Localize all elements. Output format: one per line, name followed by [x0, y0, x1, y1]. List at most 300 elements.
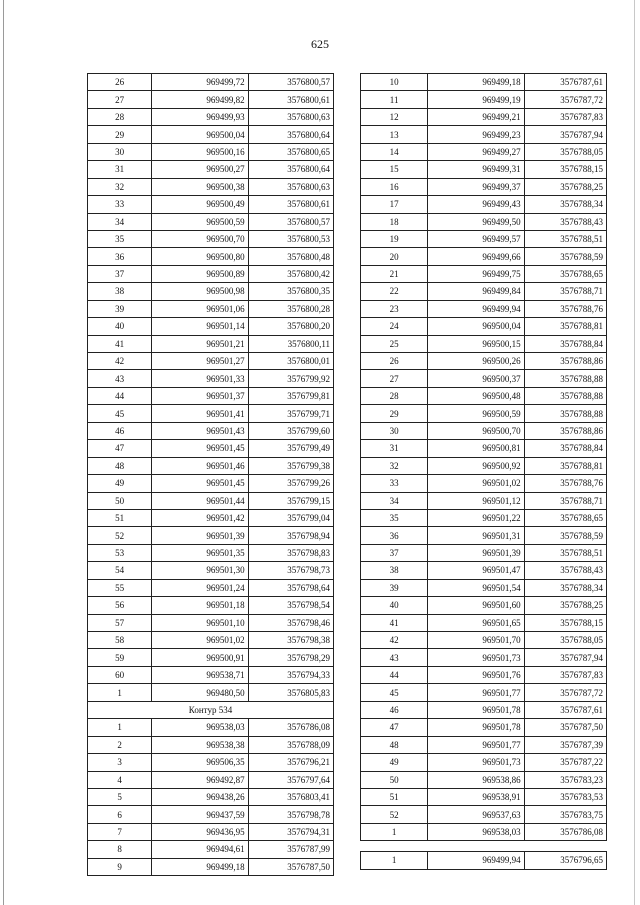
x-coordinate: 969500,15 — [428, 335, 524, 352]
x-coordinate: 969501,77 — [428, 684, 524, 701]
point-number: 32 — [88, 178, 152, 195]
x-coordinate: 969500,81 — [428, 440, 524, 457]
point-number: 57 — [88, 614, 152, 631]
point-number: 30 — [88, 143, 152, 160]
x-coordinate: 969500,26 — [428, 353, 524, 370]
table-row — [88, 387, 334, 404]
table-row — [88, 91, 334, 108]
x-coordinate: 969501,30 — [152, 562, 248, 579]
table-row — [88, 684, 334, 701]
table-row — [361, 632, 607, 649]
y-coordinate: 3576788,25 — [524, 178, 606, 195]
y-coordinate: 3576799,38 — [248, 457, 333, 474]
x-coordinate: 969501,76 — [428, 666, 524, 683]
x-coordinate: 969500,70 — [152, 230, 248, 247]
table-row — [88, 475, 334, 492]
x-coordinate: 969494,61 — [152, 841, 248, 858]
y-coordinate: 3576788,86 — [524, 353, 606, 370]
table-row — [88, 579, 334, 596]
section-title: Контур 534 — [88, 701, 334, 718]
x-coordinate: 969501,33 — [152, 370, 248, 387]
y-coordinate: 3576799,15 — [248, 492, 333, 509]
point-number: 22 — [361, 283, 428, 300]
table-row — [361, 649, 607, 666]
y-coordinate: 3576787,61 — [524, 701, 606, 718]
x-coordinate: 969499,94 — [428, 852, 524, 869]
x-coordinate: 969500,80 — [152, 248, 248, 265]
y-coordinate: 3576799,04 — [248, 509, 333, 526]
point-number: 38 — [88, 283, 152, 300]
table-row — [361, 719, 607, 736]
y-coordinate: 3576800,11 — [248, 335, 333, 352]
y-coordinate: 3576803,41 — [248, 788, 333, 805]
x-coordinate: 969499,75 — [428, 265, 524, 282]
point-number: 27 — [361, 370, 428, 387]
table-row — [88, 457, 334, 474]
y-coordinate: 3576788,09 — [248, 736, 333, 753]
y-coordinate: 3576787,99 — [248, 841, 333, 858]
x-coordinate: 969438,26 — [152, 788, 248, 805]
table-row — [361, 823, 607, 840]
y-coordinate: 3576800,28 — [248, 300, 333, 317]
y-coordinate: 3576799,49 — [248, 440, 333, 457]
y-coordinate: 3576798,29 — [248, 649, 333, 666]
x-coordinate: 969499,72 — [152, 74, 248, 91]
x-coordinate: 969501,73 — [428, 754, 524, 771]
point-number: 37 — [88, 265, 152, 282]
y-coordinate: 3576788,86 — [524, 422, 606, 439]
x-coordinate: 969501,78 — [428, 719, 524, 736]
x-coordinate: 969501,06 — [152, 300, 248, 317]
x-coordinate: 969500,89 — [152, 265, 248, 282]
point-number: 48 — [88, 457, 152, 474]
y-coordinate: 3576787,72 — [524, 91, 606, 108]
x-coordinate: 969499,21 — [428, 108, 524, 125]
point-number: 46 — [88, 422, 152, 439]
table-row — [361, 562, 607, 579]
table-row — [88, 788, 334, 805]
x-coordinate: 969501,12 — [428, 492, 524, 509]
table-row — [361, 597, 607, 614]
point-number: 38 — [361, 562, 428, 579]
x-coordinate: 969501,43 — [152, 422, 248, 439]
x-coordinate: 969501,22 — [428, 509, 524, 526]
coordinates-table-right — [360, 73, 607, 870]
x-coordinate: 969499,43 — [428, 196, 524, 213]
y-coordinate: 3576800,64 — [248, 161, 333, 178]
y-coordinate: 3576800,53 — [248, 230, 333, 247]
point-number: 33 — [361, 475, 428, 492]
table-row — [88, 422, 334, 439]
x-coordinate: 969501,02 — [152, 632, 248, 649]
x-coordinate: 969500,59 — [152, 213, 248, 230]
table-row — [88, 527, 334, 544]
y-coordinate: 3576788,65 — [524, 265, 606, 282]
table-row — [88, 841, 334, 858]
point-number: 32 — [361, 457, 428, 474]
section-header-row — [88, 701, 334, 718]
x-coordinate: 969500,91 — [152, 649, 248, 666]
y-coordinate: 3576787,22 — [524, 754, 606, 771]
table-row — [361, 806, 607, 823]
table-row — [361, 178, 607, 195]
y-coordinate: 3576788,51 — [524, 544, 606, 561]
x-coordinate: 969499,66 — [428, 248, 524, 265]
y-coordinate: 3576788,88 — [524, 387, 606, 404]
table-row — [361, 579, 607, 596]
x-coordinate: 969499,94 — [428, 300, 524, 317]
y-coordinate: 3576800,65 — [248, 143, 333, 160]
y-coordinate: 3576787,50 — [524, 719, 606, 736]
point-number: 35 — [88, 230, 152, 247]
x-coordinate: 969499,50 — [428, 213, 524, 230]
table-row — [361, 213, 607, 230]
point-number: 1 — [361, 823, 428, 840]
x-coordinate: 969501,18 — [152, 597, 248, 614]
y-coordinate: 3576800,01 — [248, 353, 333, 370]
point-number: 53 — [88, 544, 152, 561]
x-coordinate: 969538,86 — [428, 771, 524, 788]
x-coordinate: 969501,31 — [428, 527, 524, 544]
x-coordinate: 969538,03 — [152, 719, 248, 736]
x-coordinate: 969501,47 — [428, 562, 524, 579]
x-coordinate: 969499,84 — [428, 283, 524, 300]
table-row — [361, 492, 607, 509]
y-coordinate: 3576787,83 — [524, 108, 606, 125]
y-coordinate: 3576787,39 — [524, 736, 606, 753]
table-row — [88, 74, 334, 91]
x-coordinate: 969499,18 — [428, 74, 524, 91]
point-number: 29 — [88, 126, 152, 143]
point-number: 1 — [88, 719, 152, 736]
y-coordinate: 3576800,57 — [248, 74, 333, 91]
y-coordinate: 3576798,64 — [248, 579, 333, 596]
x-coordinate: 969500,16 — [152, 143, 248, 160]
point-number: 51 — [88, 509, 152, 526]
table-row — [88, 108, 334, 125]
table-row — [88, 335, 334, 352]
x-coordinate: 969501,77 — [428, 736, 524, 753]
x-coordinate: 969499,57 — [428, 230, 524, 247]
point-number: 51 — [361, 788, 428, 805]
point-number: 33 — [88, 196, 152, 213]
x-coordinate: 969500,48 — [428, 387, 524, 404]
point-number: 36 — [88, 248, 152, 265]
x-coordinate: 969436,95 — [152, 823, 248, 840]
table-row — [361, 74, 607, 91]
section-gap-row — [361, 841, 607, 852]
y-coordinate: 3576788,25 — [524, 597, 606, 614]
x-coordinate: 969501,24 — [152, 579, 248, 596]
x-coordinate: 969501,27 — [152, 353, 248, 370]
point-number: 49 — [88, 475, 152, 492]
point-number: 43 — [361, 649, 428, 666]
x-coordinate: 969501,35 — [152, 544, 248, 561]
y-coordinate: 3576788,88 — [524, 405, 606, 422]
point-number: 15 — [361, 161, 428, 178]
table-row — [88, 823, 334, 840]
point-number: 34 — [88, 213, 152, 230]
y-coordinate: 3576787,72 — [524, 684, 606, 701]
y-coordinate: 3576798,46 — [248, 614, 333, 631]
point-number: 41 — [361, 614, 428, 631]
table-row — [361, 108, 607, 125]
point-number: 28 — [361, 387, 428, 404]
x-coordinate: 969499,37 — [428, 178, 524, 195]
y-coordinate: 3576800,20 — [248, 318, 333, 335]
table-row — [361, 544, 607, 561]
point-number: 52 — [88, 527, 152, 544]
y-coordinate: 3576783,23 — [524, 771, 606, 788]
x-coordinate: 969499,93 — [152, 108, 248, 125]
x-coordinate: 969500,70 — [428, 422, 524, 439]
y-coordinate: 3576783,75 — [524, 806, 606, 823]
y-coordinate: 3576799,81 — [248, 387, 333, 404]
point-number: 4 — [88, 771, 152, 788]
y-coordinate: 3576787,61 — [524, 74, 606, 91]
y-coordinate: 3576788,05 — [524, 632, 606, 649]
y-coordinate: 3576788,34 — [524, 579, 606, 596]
x-coordinate: 969501,78 — [428, 701, 524, 718]
x-coordinate: 969537,63 — [428, 806, 524, 823]
x-coordinate: 969501,73 — [428, 649, 524, 666]
table-row — [361, 196, 607, 213]
point-number: 31 — [361, 440, 428, 457]
point-number: 13 — [361, 126, 428, 143]
table-row — [361, 509, 607, 526]
x-coordinate: 969500,92 — [428, 457, 524, 474]
x-coordinate: 969500,59 — [428, 405, 524, 422]
x-coordinate: 969501,41 — [152, 405, 248, 422]
y-coordinate: 3576800,61 — [248, 196, 333, 213]
page-number: 625 — [311, 37, 329, 51]
scan-left-edge — [3, 0, 4, 905]
x-coordinate: 969501,37 — [152, 387, 248, 404]
y-coordinate: 3576800,42 — [248, 265, 333, 282]
point-number: 3 — [88, 754, 152, 771]
point-number: 58 — [88, 632, 152, 649]
point-number: 25 — [361, 335, 428, 352]
point-number: 56 — [88, 597, 152, 614]
point-number: 2 — [88, 736, 152, 753]
table-row — [361, 405, 607, 422]
x-coordinate: 969538,38 — [152, 736, 248, 753]
table-row — [88, 544, 334, 561]
y-coordinate: 3576798,94 — [248, 527, 333, 544]
point-number: 17 — [361, 196, 428, 213]
x-coordinate: 969501,21 — [152, 335, 248, 352]
table-row — [88, 858, 334, 875]
x-coordinate: 969500,27 — [152, 161, 248, 178]
table-row — [88, 440, 334, 457]
scan-right-edge — [634, 0, 635, 905]
y-coordinate: 3576796,65 — [524, 852, 606, 869]
point-number: 29 — [361, 405, 428, 422]
table-row — [361, 614, 607, 631]
point-number: 37 — [361, 544, 428, 561]
table-row — [88, 283, 334, 300]
y-coordinate: 3576787,94 — [524, 649, 606, 666]
point-number: 44 — [88, 387, 152, 404]
y-coordinate: 3576798,73 — [248, 562, 333, 579]
y-coordinate: 3576788,34 — [524, 196, 606, 213]
x-coordinate: 969538,71 — [152, 666, 248, 683]
point-number: 26 — [361, 353, 428, 370]
x-coordinate: 969499,23 — [428, 126, 524, 143]
x-coordinate: 969501,46 — [152, 457, 248, 474]
table-row — [361, 387, 607, 404]
x-coordinate: 969500,04 — [152, 126, 248, 143]
table-row — [88, 632, 334, 649]
y-coordinate: 3576788,05 — [524, 143, 606, 160]
point-number: 54 — [88, 562, 152, 579]
x-coordinate: 969501,14 — [152, 318, 248, 335]
table-row — [361, 353, 607, 370]
y-coordinate: 3576799,92 — [248, 370, 333, 387]
point-number: 14 — [361, 143, 428, 160]
table-row — [88, 719, 334, 736]
point-number: 30 — [361, 422, 428, 439]
table-row — [88, 771, 334, 788]
table-row — [361, 684, 607, 701]
x-coordinate: 969499,19 — [428, 91, 524, 108]
y-coordinate: 3576788,15 — [524, 614, 606, 631]
table-row — [88, 213, 334, 230]
table-row — [361, 852, 607, 869]
point-number: 21 — [361, 265, 428, 282]
x-coordinate: 969501,39 — [428, 544, 524, 561]
point-number: 48 — [361, 736, 428, 753]
x-coordinate: 969501,65 — [428, 614, 524, 631]
table-row — [88, 300, 334, 317]
table-row — [361, 230, 607, 247]
x-coordinate: 969500,98 — [152, 283, 248, 300]
x-coordinate: 969499,27 — [428, 143, 524, 160]
x-coordinate: 969538,03 — [428, 823, 524, 840]
point-number: 27 — [88, 91, 152, 108]
point-number: 42 — [361, 632, 428, 649]
table-row — [361, 318, 607, 335]
y-coordinate: 3576787,94 — [524, 126, 606, 143]
x-coordinate: 969538,91 — [428, 788, 524, 805]
x-coordinate: 969500,04 — [428, 318, 524, 335]
x-coordinate: 969499,82 — [152, 91, 248, 108]
table-row — [361, 457, 607, 474]
x-coordinate: 969501,45 — [152, 475, 248, 492]
point-number: 50 — [88, 492, 152, 509]
point-number: 39 — [361, 579, 428, 596]
y-coordinate: 3576788,51 — [524, 230, 606, 247]
table-row — [88, 265, 334, 282]
table-row — [88, 509, 334, 526]
point-number: 1 — [361, 852, 428, 869]
point-number: 39 — [88, 300, 152, 317]
point-number: 35 — [361, 509, 428, 526]
y-coordinate: 3576788,81 — [524, 457, 606, 474]
table-row — [361, 265, 607, 282]
point-number: 9 — [88, 858, 152, 875]
x-coordinate: 969499,31 — [428, 161, 524, 178]
point-number: 46 — [361, 701, 428, 718]
y-coordinate: 3576805,83 — [248, 684, 333, 701]
table-row — [361, 248, 607, 265]
x-coordinate: 969500,49 — [152, 196, 248, 213]
y-coordinate: 3576788,43 — [524, 562, 606, 579]
y-coordinate: 3576788,65 — [524, 509, 606, 526]
point-number: 18 — [361, 213, 428, 230]
table-row — [88, 353, 334, 370]
x-coordinate: 969501,42 — [152, 509, 248, 526]
point-number: 20 — [361, 248, 428, 265]
x-coordinate: 969501,44 — [152, 492, 248, 509]
table-row — [361, 475, 607, 492]
y-coordinate: 3576800,64 — [248, 126, 333, 143]
coordinates-table-left — [87, 73, 334, 876]
table-row — [361, 771, 607, 788]
point-number: 5 — [88, 788, 152, 805]
y-coordinate: 3576788,59 — [524, 527, 606, 544]
y-coordinate: 3576799,60 — [248, 422, 333, 439]
table-row — [88, 754, 334, 771]
point-number: 41 — [88, 335, 152, 352]
table-row — [88, 806, 334, 823]
point-number: 34 — [361, 492, 428, 509]
y-coordinate: 3576798,54 — [248, 597, 333, 614]
point-number: 10 — [361, 74, 428, 91]
table-row — [88, 666, 334, 683]
y-coordinate: 3576788,81 — [524, 318, 606, 335]
point-number: 44 — [361, 666, 428, 683]
y-coordinate: 3576786,08 — [524, 823, 606, 840]
table-row — [88, 248, 334, 265]
table-row — [361, 126, 607, 143]
x-coordinate: 969480,50 — [152, 684, 248, 701]
table-row — [88, 161, 334, 178]
x-coordinate: 969501,10 — [152, 614, 248, 631]
table-row — [361, 283, 607, 300]
table-row — [361, 422, 607, 439]
x-coordinate: 969501,45 — [152, 440, 248, 457]
point-number: 55 — [88, 579, 152, 596]
point-number: 43 — [88, 370, 152, 387]
y-coordinate: 3576787,50 — [248, 858, 333, 875]
point-number: 6 — [88, 806, 152, 823]
y-coordinate: 3576788,71 — [524, 492, 606, 509]
point-number: 45 — [88, 405, 152, 422]
x-coordinate: 969501,60 — [428, 597, 524, 614]
table-row — [361, 788, 607, 805]
y-coordinate: 3576800,48 — [248, 248, 333, 265]
y-coordinate: 3576800,57 — [248, 213, 333, 230]
table-row — [88, 492, 334, 509]
y-coordinate: 3576800,35 — [248, 283, 333, 300]
table-row — [88, 614, 334, 631]
table-row — [361, 91, 607, 108]
y-coordinate: 3576797,64 — [248, 771, 333, 788]
point-number: 12 — [361, 108, 428, 125]
point-number: 47 — [88, 440, 152, 457]
table-row — [361, 440, 607, 457]
table-row — [88, 562, 334, 579]
y-coordinate: 3576788,88 — [524, 370, 606, 387]
y-coordinate: 3576788,15 — [524, 161, 606, 178]
point-number: 26 — [88, 74, 152, 91]
point-number: 40 — [361, 597, 428, 614]
table-row — [88, 318, 334, 335]
y-coordinate: 3576783,53 — [524, 788, 606, 805]
point-number: 60 — [88, 666, 152, 683]
y-coordinate: 3576800,63 — [248, 108, 333, 125]
